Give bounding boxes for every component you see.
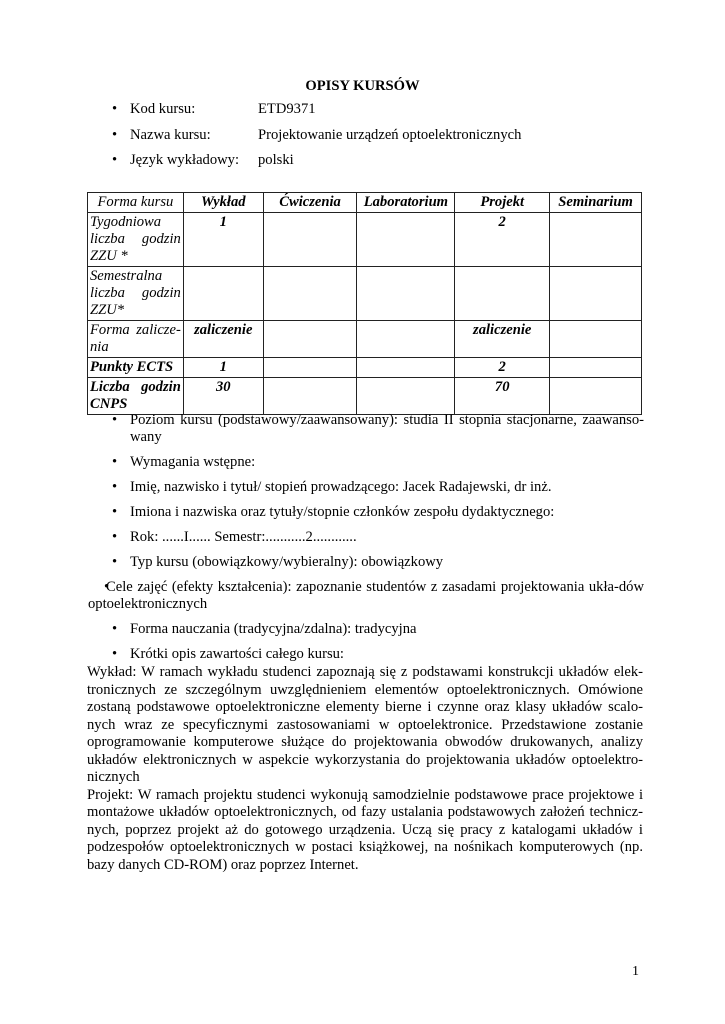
table-cell [263,213,357,267]
info-item-summary: • Krótki opis zawartości całego kursu: [112,646,644,663]
header-cell: Projekt [455,193,550,213]
info-item-prerequisites: • Wymagania wstępne: [112,454,644,471]
table-cell [357,267,455,321]
description-lecture: Wykład: W ramach wykładu studenci zapoznają się z podstawami konstrukcji układów elek-tronicznych ze szczególnym uwzględnieniem elementów optoelektronicznych. Omówione zostaną podstawowe optoelektroniczne elementy bierne i czynne oraz klasy układów scalo-nych wraz ze specyficznymi zastosowaniami w optoelektronice. Przedstawione zostanie oprogramowanie komputerowe służące do projektowania obwodów drukowanych, analizy układów elektronicznych w aspekcie wykorzystania do projektowania układów optoelektro-nicznych [87,664,643,785]
table-cell [455,267,550,321]
info-item-instructor: • Imię, nazwisko i tytuł/ stopień prowadzącego: Jacek Radajewski, dr inż. [112,479,644,496]
table-row [88,378,642,415]
table-cell [183,267,263,321]
table-cell: 2 [455,358,550,378]
meta-label: Język wykładowy: [130,152,240,168]
table-cell [357,358,455,378]
table-row [88,358,642,378]
table-cell [550,378,642,415]
table-cell [550,267,642,321]
info-item-course-type: • Typ kursu (obowiązkowy/wybieralny): obowiązkowy [112,554,644,571]
header-cell: Wykład [183,193,263,213]
course-table [87,192,642,415]
bullet-icon: • [112,152,118,168]
table-row [88,213,642,267]
meta-value: Projektowanie urządzeń optoelektronicznych [258,127,522,143]
table-cell [357,321,455,358]
meta-label: Kod kursu: [130,101,196,117]
bullet-icon: • [112,127,118,143]
meta-label: Nazwa kursu: [130,127,211,143]
header-cell: Forma kursu [88,193,184,213]
header-cell: Ćwiczenia [263,193,357,213]
meta-value: polski [258,152,294,168]
table-cell: 30 [183,378,263,415]
info-item-year-semester: • Rok: ......I...... Semestr:...........2............ [112,529,644,546]
page-number: 1 [632,964,639,979]
table-cell [263,267,357,321]
table-row [88,267,642,321]
info-item-level: • Poziom kursu (podstawowy/zaawansowany): studia II stopnia stacjonarne, zaawanso-wany [112,412,644,446]
meta-course-name [112,127,521,144]
meta-value: ETD9371 [258,101,316,117]
table-cell [550,321,642,358]
row-label: Tygodniowa liczba godzin ZZU * [88,213,184,267]
table-cell [550,358,642,378]
header-cell: Seminarium [550,193,642,213]
row-label: Semestralna liczba godzin ZZU* [88,267,184,321]
table-cell: zaliczenie [455,321,550,358]
info-item-teaching-form: • Forma nauczania (tradycyjna/zdalna): tradycyjna [112,621,644,638]
page-title: OPISY KURSÓW [305,78,420,94]
meta-language [112,152,294,169]
table-cell: 2 [455,213,550,267]
table-cell [357,378,455,415]
table-cell: 1 [183,213,263,267]
info-list [88,412,644,671]
table-cell: 1 [183,358,263,378]
row-label: Liczba godzin CNPS [88,378,184,415]
table-cell: 70 [455,378,550,415]
table-cell [263,321,357,358]
table-cell [357,213,455,267]
table-cell [263,358,357,378]
info-item-team: • Imiona i nazwiska oraz tytuły/stopnie członków zespołu dydaktycznego: [112,504,644,521]
row-label: Punkty ECTS [88,358,184,378]
meta-course-code [112,101,316,118]
bullet-icon: • [112,101,118,117]
table-cell [263,378,357,415]
header-cell: Laboratorium [357,193,455,213]
table-header-row [88,193,642,213]
course-description [87,664,643,874]
table-cell: zaliczenie [183,321,263,358]
description-project: Projekt: W ramach projektu studenci wykonują samodzielnie podstawowe prace projektowe i montażowe układów optoelektronicznych, od fazy ustalania podstawowych założeń technicz-nych, poprzez projekt aż do gotowego urządzenia. Uczą się pracy z katalogami układów i podzespołów optoelektronicznych w postaci książkowej, na nośnikach komputerowych (np. bazy danych CD-ROM) oraz poprzez Internet. [87,786,643,873]
table-cell [550,213,642,267]
row-label: Forma zalicze-nia [88,321,184,358]
info-item-goals: • Cele zajęć (efekty kształcenia): zapoznanie studentów z zasadami projektowania ukła-dów optoelektronicznych [88,579,644,613]
table-row [88,321,642,358]
